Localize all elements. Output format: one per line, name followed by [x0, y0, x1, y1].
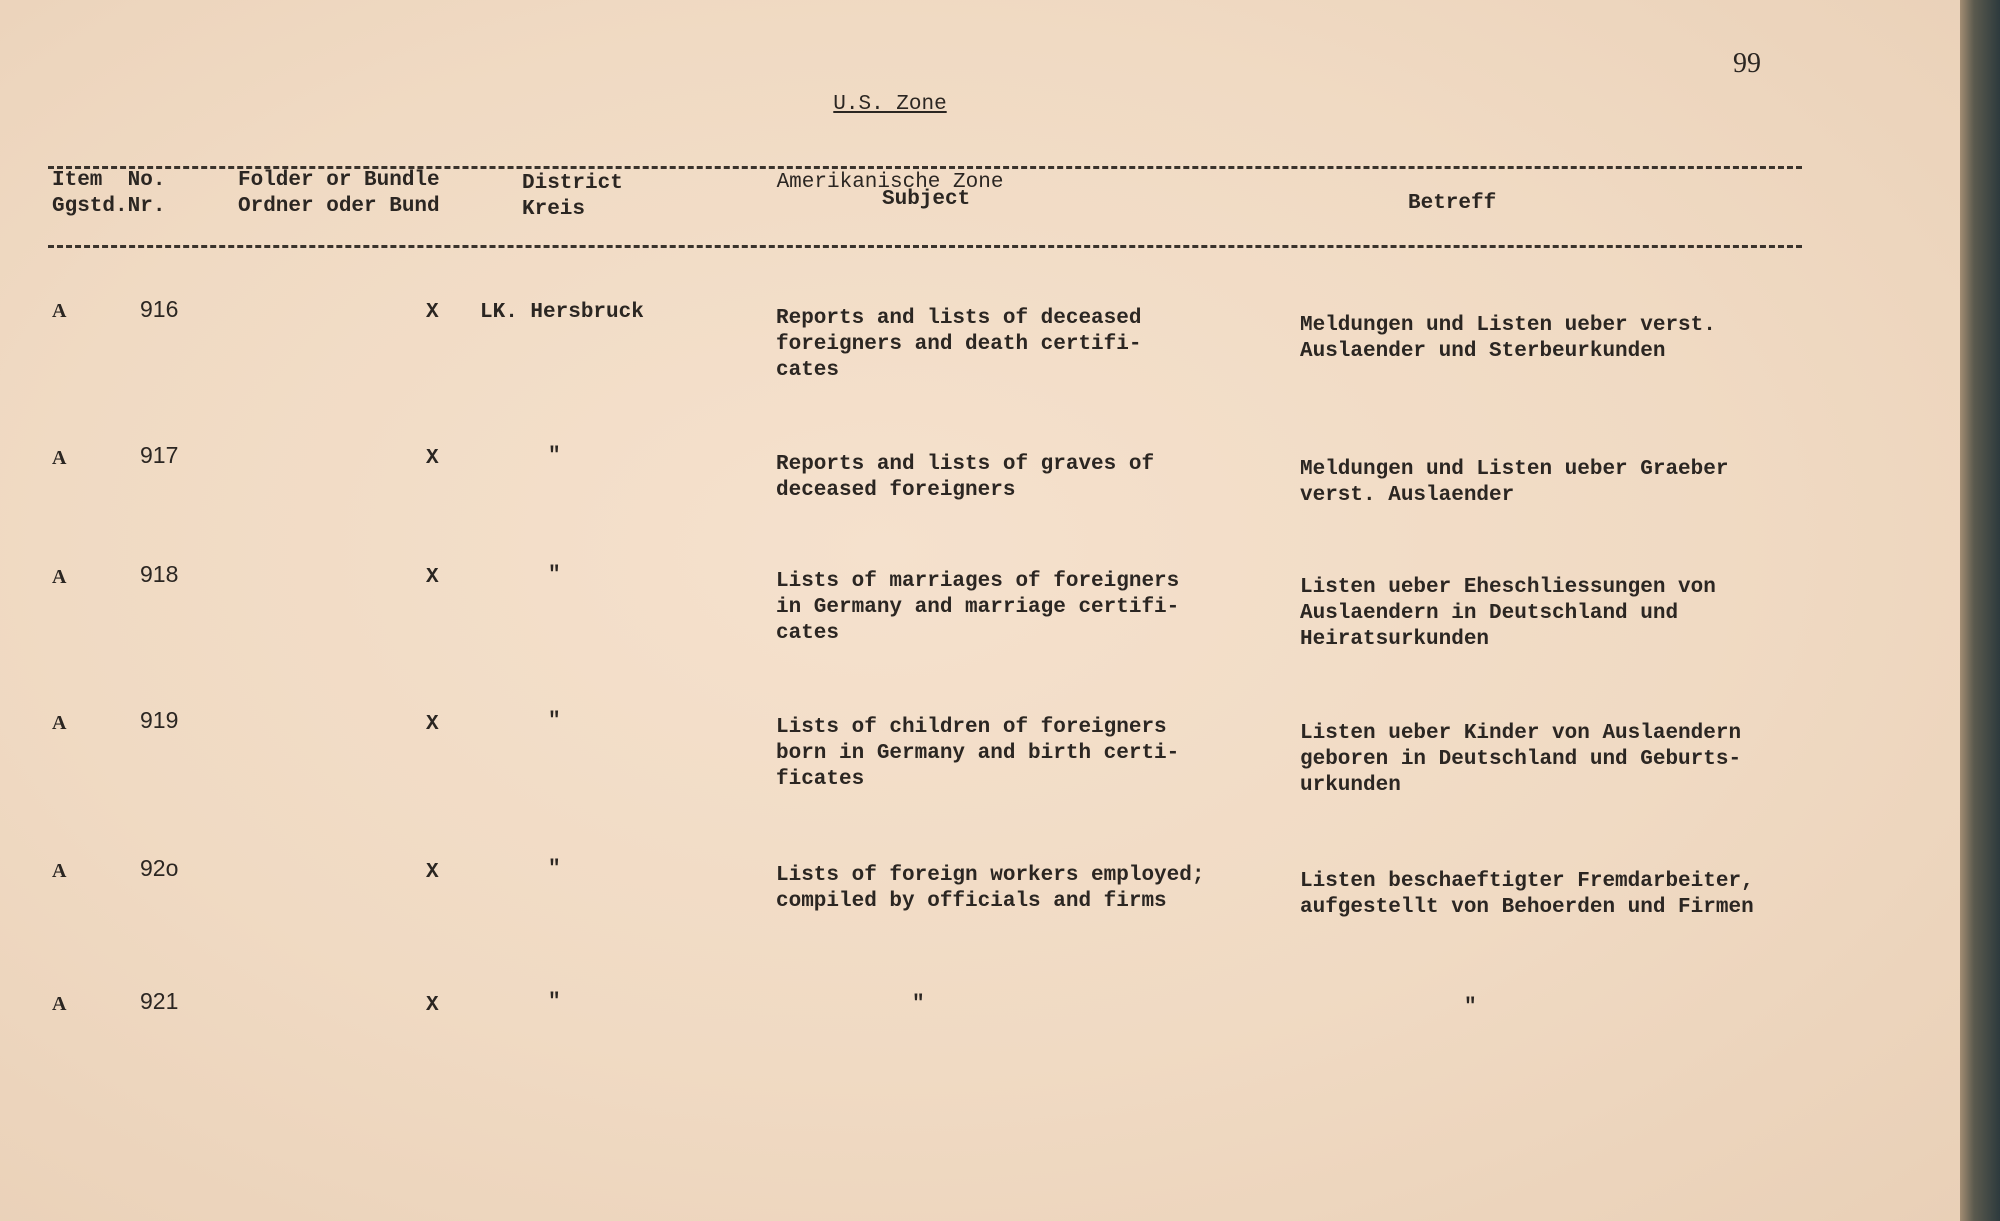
row-betreff: " — [1464, 996, 1477, 1019]
row-number: 92o — [140, 855, 179, 881]
row-item: A — [52, 860, 67, 882]
row-subject: Lists of marriages of foreigners in Germany and marriage certifi- cates — [776, 570, 1180, 645]
row-item: A — [52, 993, 67, 1015]
zone-title-de: Amerikanische Zone — [776, 171, 1004, 194]
row-district: " — [548, 710, 561, 733]
row-item: A — [52, 566, 67, 588]
table-row — [0, 561, 1960, 681]
row-subject: Lists of foreign workers employed; compiled by officials and firms — [776, 864, 1205, 913]
column-header-item-no: Item No. Ggstd.Nr. — [52, 169, 166, 218]
row-district: " — [548, 991, 561, 1014]
row-district: " — [548, 445, 561, 468]
table-row — [0, 855, 1960, 975]
column-header-betreff: Betreff — [1408, 192, 1497, 215]
column-header-subject: Subject — [882, 188, 971, 211]
table-row — [0, 988, 1960, 1108]
row-betreff: Listen ueber Kinder von Auslaendern geboren in Deutschland und Geburts- urkunden — [1300, 722, 1742, 797]
header-bottom-rule — [48, 245, 1802, 248]
row-folder: X — [426, 994, 439, 1017]
row-subject: Lists of children of foreigners born in Germany and birth certi- ficates — [776, 716, 1180, 791]
row-folder: X — [426, 566, 439, 589]
row-folder: X — [426, 447, 439, 470]
row-district: " — [548, 564, 561, 587]
row-betreff: Meldungen und Listen ueber Graeber verst. Auslaender — [1300, 458, 1729, 507]
zone-header — [760, 40, 1020, 248]
column-header-folder: Folder or Bundle Ordner oder Bund — [238, 169, 440, 218]
table-row — [0, 296, 1960, 416]
row-number: 921 — [140, 988, 179, 1014]
row-number: 919 — [140, 707, 179, 733]
row-folder: X — [426, 301, 439, 324]
row-subject: Reports and lists of graves of deceased foreigners — [776, 453, 1155, 502]
zone-title-en: U.S. Zone — [833, 93, 947, 116]
row-betreff: Meldungen und Listen ueber verst. Auslaender und Sterbeurkunden — [1300, 314, 1716, 363]
table-row — [0, 442, 1960, 562]
row-folder: X — [426, 861, 439, 884]
row-betreff: Listen beschaeftigter Fremdarbeiter, aufgestellt von Behoerden und Firmen — [1300, 870, 1754, 919]
row-betreff: Listen ueber Eheschliessungen von Auslaendern in Deutschland und Heiratsurkunden — [1300, 576, 1716, 651]
row-number: 916 — [140, 296, 179, 322]
column-header-district: District Kreis — [522, 172, 623, 221]
row-item: A — [52, 447, 67, 469]
page-number: 99 — [1733, 48, 1761, 79]
row-number: 918 — [140, 561, 179, 587]
row-district: " — [548, 858, 561, 881]
row-number: 917 — [140, 442, 179, 468]
row-district: LK. Hersbruck — [480, 301, 644, 324]
row-subject: " — [912, 993, 925, 1016]
row-item: A — [52, 712, 67, 734]
row-item: A — [52, 300, 67, 322]
row-subject: Reports and lists of deceased foreigners and death certifi- cates — [776, 307, 1142, 382]
row-folder: X — [426, 713, 439, 736]
book-spine — [1960, 0, 2000, 1221]
table-row — [0, 707, 1960, 827]
